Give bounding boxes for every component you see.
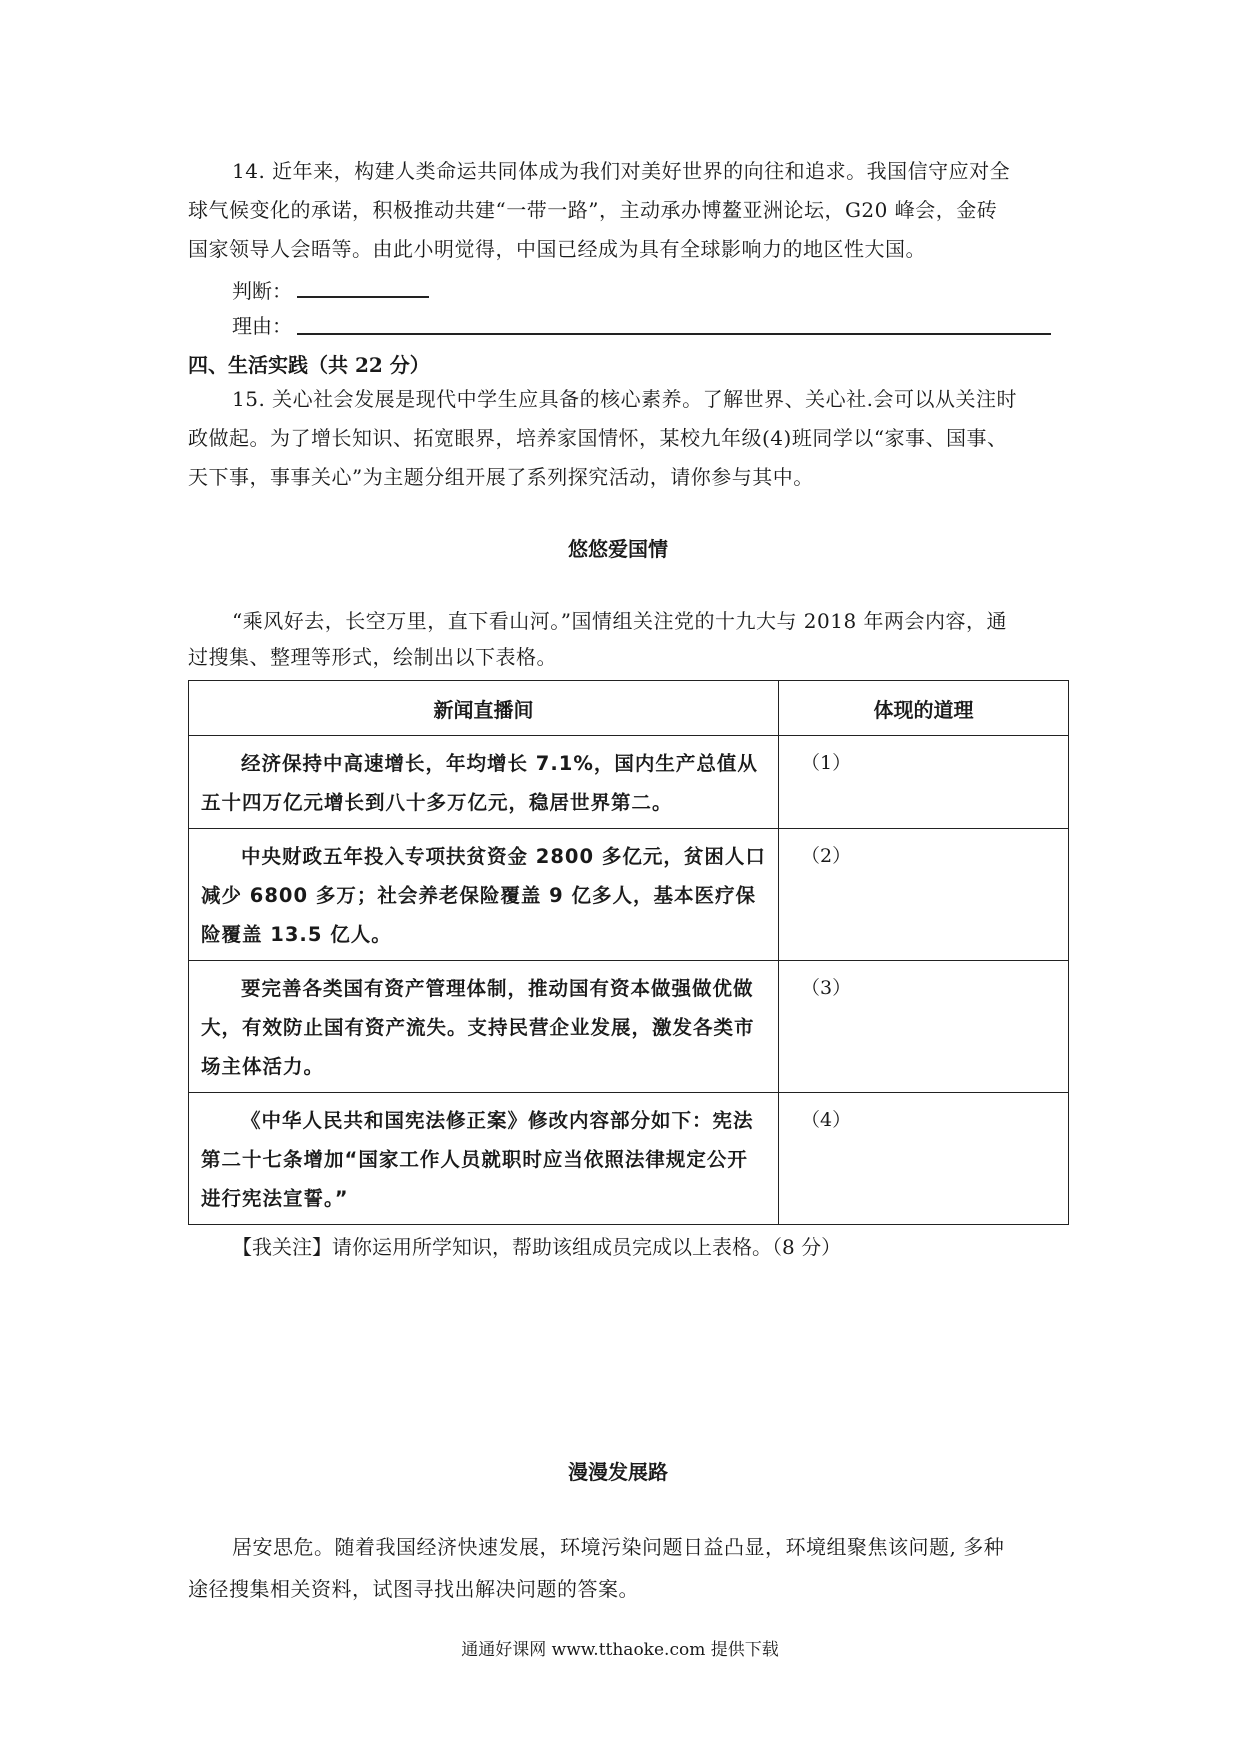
table-prompt: 【我关注】请你运用所学知识，帮助该组成员完成以上表格。（8 分） <box>232 1235 842 1259</box>
answer-number: （3） <box>801 977 852 999</box>
news-text: 《中华人民共和国宪法修正案》修改内容部分如下：宪法第二十七条增加“国家工作人员就职时应当依照法律规定公开进行宪法宣誓。” <box>201 1109 754 1210</box>
q15-line-3: 天下事，事事关心”为主题分组开展了系列探究活动，请你参与其中。 <box>188 465 814 489</box>
q14-judge-label: 判断： <box>232 279 292 303</box>
answer-cell[interactable] <box>779 829 1069 961</box>
answer-cell[interactable] <box>779 736 1069 829</box>
answer-cell[interactable] <box>779 961 1069 1093</box>
q14-judge-blank[interactable] <box>297 296 429 298</box>
part2-intro-line-2: 途径搜集相关资料，试图寻找出解决问题的答案。 <box>188 1577 639 1601</box>
part2-intro-line-1: 居安思危。随着我国经济快速发展，环境污染问题日益凸显，环境组聚焦该问题, 多种 <box>232 1535 1005 1559</box>
q15-line-1: 15. 关心社会发展是现代中学生应具备的核心素养。了解世界、关心社.会可以从关注时 <box>232 387 1018 411</box>
q14-line-2: 球气候变化的承诺，积极推动共建“一带一路”，主动承办博鳌亚洲论坛，G20 峰会，金砖 <box>188 198 998 222</box>
part1-intro <box>188 603 1068 675</box>
section-4-title: 四、生活实践（共 22 分） <box>188 353 430 377</box>
table-header-news: 新闻直播间 <box>189 681 779 736</box>
footer-source: 通通好课网 www.tthaoke.com 提供下载 <box>461 1640 779 1660</box>
answer-cell[interactable] <box>779 1093 1069 1225</box>
news-text: 经济保持中高速增长，年均增长 7.1%，国内生产总值从五十四万亿元增长到八十多万亿元，稳居世界第二。 <box>201 752 758 814</box>
q15-text <box>188 380 1068 497</box>
part2-title: 漫漫发展路 <box>568 1460 668 1484</box>
answer-number: （1） <box>801 752 852 774</box>
news-cell <box>189 829 779 961</box>
part1-intro-line-2: 过搜集、整理等形式，绘制出以下表格。 <box>188 645 557 669</box>
table-row <box>189 1093 1069 1225</box>
table-row <box>189 736 1069 829</box>
part1-intro-line-1: “乘风好去，长空万里，直下看山河。”国情组关注党的十九大与 2018 年两会内容，通 <box>232 609 1008 633</box>
q14-reason-label: 理由： <box>232 314 292 338</box>
q14-reason-blank[interactable] <box>297 333 1051 335</box>
part1-title: 悠悠爱国情 <box>568 537 668 561</box>
q15-line-2: 政做起。为了增长知识、拓宽眼界，培养家国情怀，某校九年级(4)班同学以“家事、国事、 <box>188 426 1008 450</box>
table-header-principle: 体现的道理 <box>779 681 1069 736</box>
news-table <box>188 680 1069 1225</box>
news-cell <box>189 961 779 1093</box>
answer-number: （4） <box>801 1109 852 1131</box>
news-cell <box>189 1093 779 1225</box>
news-cell <box>189 736 779 829</box>
q14-line-3: 国家领导人会晤等。由此小明觉得，中国已经成为具有全球影响力的地区性大国。 <box>188 237 926 261</box>
news-text: 中央财政五年投入专项扶贫资金 2800 多亿元，贫困人口减少 6800 多万；社会养老保险覆盖 9 亿多人，基本医疗保险覆盖 13.5 亿人。 <box>201 845 766 946</box>
answer-number: （2） <box>801 845 852 867</box>
q14-text <box>188 152 1068 269</box>
table-header-row <box>189 681 1069 736</box>
news-text: 要完善各类国有资产管理体制，推动国有资本做强做优做大，有效防止国有资产流失。支持民营企业发展，激发各类市场主体活力。 <box>201 977 755 1078</box>
table-row <box>189 829 1069 961</box>
q14-line-1: 14. 近年来，构建人类命运共同体成为我们对美好世界的向往和追求。我国信守应对全 <box>232 159 1011 183</box>
table-row <box>189 961 1069 1093</box>
part2-intro <box>188 1526 1068 1610</box>
